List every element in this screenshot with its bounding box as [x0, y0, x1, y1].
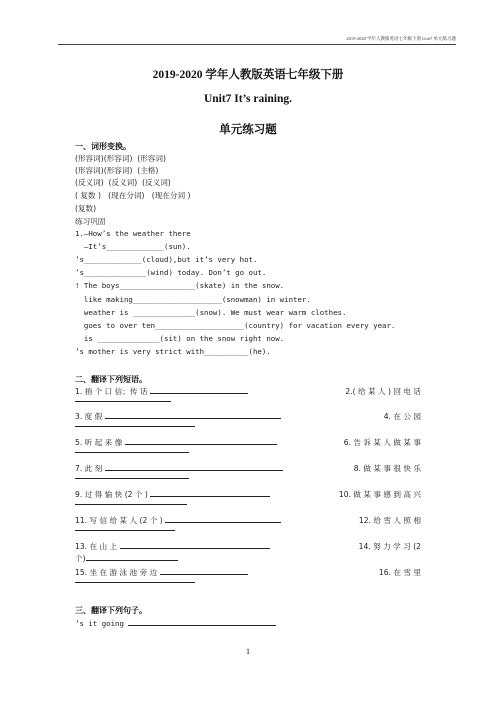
answer-blank[interactable] — [105, 464, 283, 471]
sentence-line: goes to over ten____________________(country) for vacation every year. — [75, 321, 396, 330]
answer-blank[interactable] — [86, 554, 178, 561]
phrase-item: 1. 捎 个 口 信；传 话 — [75, 386, 248, 397]
sentence-line: ’s______________(wind) today. Don’t go out. — [75, 268, 267, 277]
wordform-line: (复数) — [75, 204, 97, 213]
answer-blank[interactable] — [125, 438, 277, 445]
wordform-line: (反义词) (反义词) (反义词) — [75, 178, 171, 187]
sentence-line: ’s mother is very strict with__________(he). — [75, 347, 271, 356]
answer-blank[interactable] — [160, 568, 248, 575]
sentence-line: ’s_____________(cloud),but it’s very hot. — [75, 255, 258, 264]
phrase-item: 个) — [75, 553, 178, 564]
unit-title: Unit7 It’s raining. — [203, 93, 293, 105]
practice-heading: 练习巩固 — [75, 217, 106, 226]
wordform-line: (形容词)(形容词) (主格) — [75, 166, 159, 175]
answer-blank[interactable] — [120, 542, 270, 549]
phrase-item: 8. 做 某 事 很 快 乐 — [353, 464, 421, 473]
exercise-title: 单元练习题 — [219, 124, 277, 136]
phrase-item: 11. 写 信 给 某 人 (2 个 ) — [75, 515, 281, 526]
section1-heading: 一、词形变换。 — [75, 142, 131, 151]
sentence-line: ’s it going — [75, 619, 276, 628]
phrase-item: 14. 努 力 学 习 (2 — [358, 542, 421, 551]
sentence-line: ! The boys_________________(skate) in the snow. — [75, 281, 285, 290]
phrase-item: 13. 在 山 上 — [75, 541, 270, 552]
phrase-item: 4. 在 公 园 — [383, 412, 421, 421]
answer-blank[interactable] — [165, 516, 281, 523]
phrase-item: 15. 坐 在 游 泳 池 旁 边 — [75, 567, 248, 578]
phrase-item: 12. 给 雪 人 照 相 — [358, 516, 421, 525]
answer-blank[interactable] — [150, 490, 270, 497]
sentence-line: 1.—How’s the weather there — [75, 229, 191, 238]
page-number: 1 — [246, 647, 250, 656]
phrase-item: 5. 听 起 来 像 — [75, 437, 277, 448]
phrase-item: 3. 度 假 — [75, 411, 281, 422]
answer-blank[interactable] — [150, 387, 248, 394]
sentence-line: weather is ______________(snow). We must wear warm clothes. — [75, 308, 347, 317]
answer-blank[interactable] — [75, 582, 195, 583]
phrase-item: 6. 告 诉 某 人 做 某 事 — [343, 438, 421, 447]
answer-blank[interactable] — [128, 619, 276, 626]
answer-blank[interactable] — [105, 412, 281, 419]
answer-blank[interactable] — [75, 530, 175, 531]
phrase-item: 10. 做 某 事 感 到 高 兴 — [338, 490, 421, 499]
sentence-line: is ______________(sit) on the snow right now. — [75, 334, 285, 343]
doc-title: 2019-2020 学年人教版英语七年级下册 — [152, 69, 344, 81]
wordform-line: (形容词)(形容词) (形容词) — [75, 154, 166, 163]
phrase-item: 7. 此 刻 — [75, 463, 283, 474]
answer-blank[interactable] — [75, 504, 187, 505]
answer-blank[interactable] — [75, 478, 189, 479]
header-rule — [58, 44, 456, 45]
section2-heading: 二、翻译下列短语。 — [75, 375, 147, 384]
section3-heading: 三、翻译下列句子。 — [75, 606, 147, 615]
running-header: 2019-2020 学年人教版英语七年级下册 Unit7 单元练习题 — [346, 36, 456, 41]
answer-blank[interactable] — [75, 401, 171, 402]
answer-blank[interactable] — [75, 452, 189, 453]
sentence-line: —It’s_____________(sun). — [75, 242, 191, 251]
answer-blank[interactable] — [75, 426, 195, 427]
phrase-item: 2.( 给 某 人 ) 回 电 话 — [345, 387, 421, 396]
phrase-item: 16. 在 雪 里 — [378, 568, 421, 577]
wordform-line: ( 复数 ) (现在分词) (现在分词 ) — [75, 191, 191, 200]
sentence-line: like making____________________(snowman) in winter. — [75, 295, 311, 304]
phrase-item: 9. 过 得 愉 快 (2 个 ) — [75, 489, 270, 500]
